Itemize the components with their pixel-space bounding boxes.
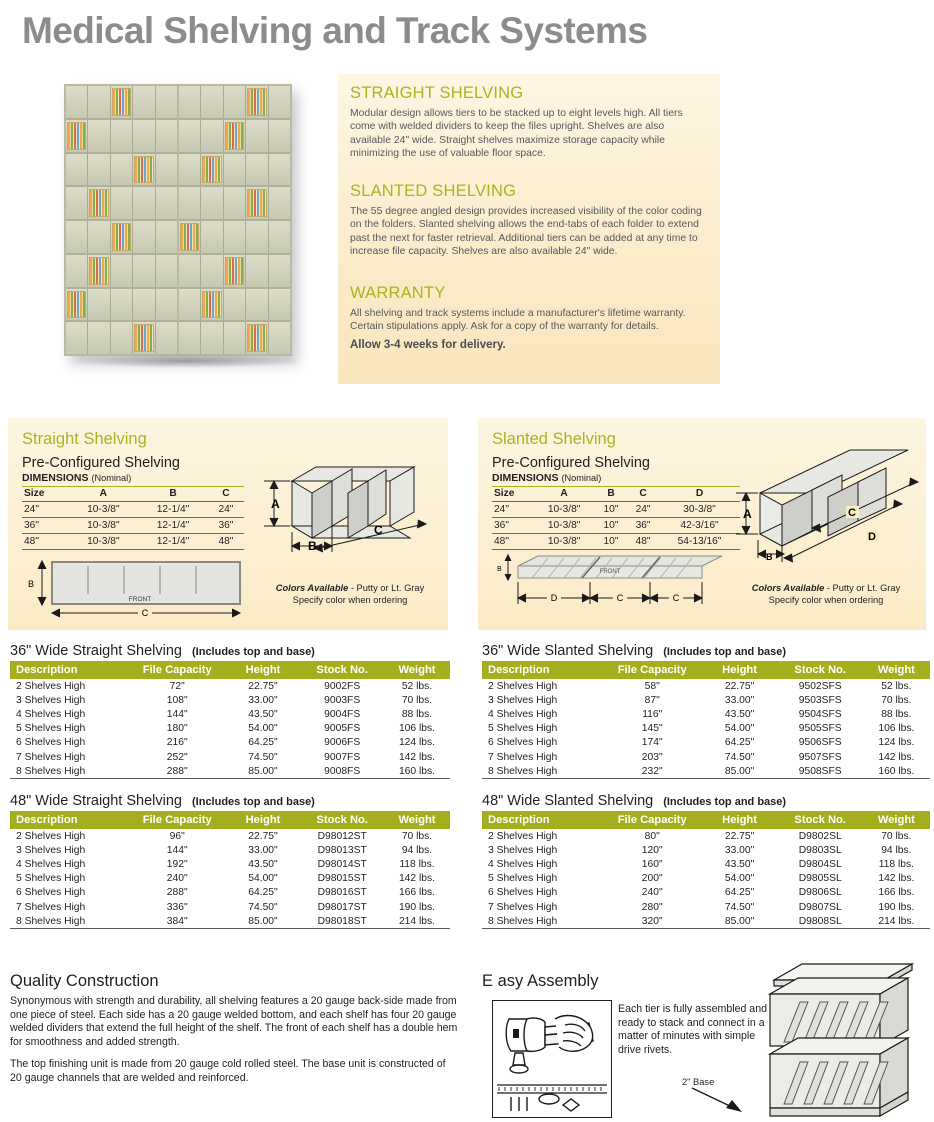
- hero-heading-straight: STRAIGHT SHELVING: [350, 84, 524, 102]
- spec-subtitle-slanted: Pre-Configured Shelving: [492, 455, 650, 471]
- shelf-tier: [179, 221, 290, 255]
- col-file-capacity: File Capacity: [129, 811, 226, 829]
- shelf-tier: [179, 187, 290, 221]
- table-row: 24" 10-3/8" 12-1/4" 24": [22, 502, 244, 518]
- shelf-tier: [66, 120, 177, 154]
- shelf-tier: [179, 322, 290, 354]
- shelf-tier: [179, 86, 290, 120]
- dim-col-size: Size: [492, 487, 533, 502]
- plan-label-c2: C: [672, 593, 680, 603]
- table-row: 4 Shelves High 192" 43.50" D98014ST 118 lbs.: [16, 858, 435, 870]
- photo-drop-shadow: [74, 354, 300, 368]
- shelving-unit-illustration: [64, 84, 292, 356]
- plan-label-d: D: [550, 593, 558, 603]
- col-height: Height: [702, 811, 778, 829]
- table-row: 6 Shelves High 240" 64.25" D9806SL 166 lbs.: [488, 887, 915, 899]
- stacked-tiers-illustration: [744, 958, 934, 1121]
- shelf-tier: [66, 322, 177, 354]
- straight-shelf-isometric-diagram: [256, 456, 442, 574]
- table-caption: 48" Wide Straight Shelving (Includes top and base): [10, 793, 315, 809]
- table-row: 5 Shelves High 145" 54.00" 9505SFS 106 lbs.: [488, 723, 915, 735]
- col-file-capacity: File Capacity: [603, 811, 702, 829]
- shelf-tier: [179, 255, 290, 289]
- table-row: 2 Shelves High 80" 22.75" D9802SL 70 lbs.: [488, 830, 912, 842]
- table-row: 48" 10-3/8" 12-1/4" 48": [22, 534, 244, 550]
- product-table-36-slanted: [482, 643, 930, 779]
- table-row: 2 Shelves High 58" 22.75" 9502SFS 52 lbs.: [488, 680, 912, 692]
- slanted-shelf-isometric-diagram: [730, 448, 922, 576]
- hero-text-panel: [338, 74, 720, 384]
- dim-col-a: A: [69, 487, 139, 502]
- shelf-tier: [66, 289, 177, 323]
- col-height: Height: [226, 811, 301, 829]
- shelving-bay: [66, 86, 179, 354]
- col-description: Description: [482, 661, 603, 679]
- spec-panel-slanted: [478, 418, 926, 630]
- table-row: 3 Shelves High 144" 33.00" D98013ST 94 lbs.: [16, 844, 433, 856]
- dim-col-a: A: [533, 487, 595, 502]
- dimensions-table-slanted: [492, 486, 740, 550]
- col-description: Description: [10, 661, 129, 679]
- shelf-tier: [179, 154, 290, 188]
- product-table-48-slanted: [482, 793, 930, 929]
- base-callout-label: 2" Base: [682, 1077, 715, 1087]
- shelf-tier: [66, 86, 177, 120]
- iso-label-a: A: [271, 497, 280, 511]
- col-file-capacity: File Capacity: [603, 661, 702, 679]
- plan-label-front: FRONT: [128, 596, 152, 603]
- table-row: 3 Shelves High 108" 33.00" 9003FS 70 lbs.: [16, 694, 433, 706]
- dim-col-d: D: [659, 487, 740, 502]
- shelf-tier: [66, 255, 177, 289]
- spec-dimensions-label-slanted: DIMENSIONS (Nominal): [492, 472, 602, 484]
- product-table-36-straight: [10, 643, 450, 779]
- table-row: 6 Shelves High 174" 64.25" 9506SFS 124 lbs.: [488, 737, 915, 749]
- iso-label-b: B: [308, 539, 317, 553]
- shelf-tier: [179, 120, 290, 154]
- col-height: Height: [702, 661, 778, 679]
- easy-assembly-section: [482, 972, 782, 991]
- col-stock-no: Stock No.: [300, 811, 384, 829]
- shelf-tier: [66, 221, 177, 255]
- shelf-tier: [66, 187, 177, 221]
- table-row: 8 Shelves High 320" 85.00" D9808SL 214 lbs.: [482, 914, 930, 929]
- dim-col-size: Size: [22, 487, 69, 502]
- hero-delivery-note: Allow 3-4 weeks for delivery.: [350, 338, 506, 351]
- plan-label-b: B: [497, 566, 502, 573]
- shelving-bay: [179, 86, 290, 354]
- hero-heading-warranty: WARRANTY: [350, 284, 446, 302]
- spec-subtitle-straight: Pre-Configured Shelving: [22, 455, 180, 471]
- hero-section-slanted: [350, 182, 708, 259]
- quality-paragraph-1: Synonymous with strength and durability, all shelving features a 20 gauge back-side made from one piece of steel. Each side has a 20 gauge welded bottom, and each shelf has four 20 gauge welded dividers that extend the full height of the shelf. The front of each shelf has a double hem for smoothness and added strength.: [10, 995, 458, 1048]
- iso-label-a: A: [743, 507, 752, 521]
- col-stock-no: Stock No.: [300, 661, 384, 679]
- col-file-capacity: File Capacity: [129, 661, 226, 679]
- table-row: 4 Shelves High 160" 43.50" D9804SL 118 lbs.: [488, 858, 915, 870]
- table-row: 6 Shelves High 216" 64.25" 9006FS 124 lbs.: [16, 737, 436, 749]
- shelf-tier: [66, 154, 177, 188]
- assembly-heading: E asy Assembly: [482, 972, 599, 990]
- table-caption: 36" Wide Slanted Shelving (Includes top and base): [482, 643, 787, 659]
- straight-shelf-front-view-diagram: [24, 556, 254, 620]
- plan-label-b: B: [28, 579, 35, 589]
- hero-section-warranty: [350, 284, 708, 351]
- plan-label-c1: C: [616, 593, 624, 603]
- shelf-tier: [179, 289, 290, 323]
- table-caption: 36" Wide Straight Shelving (Includes top and base): [10, 643, 315, 659]
- col-height: Height: [226, 661, 301, 679]
- table-row: 6 Shelves High 288" 64.25" D98016ST 166 lbs.: [16, 887, 436, 899]
- dim-col-b: B: [595, 487, 627, 502]
- col-weight: Weight: [863, 811, 930, 829]
- hero-section: [0, 66, 934, 386]
- table-row: 8 Shelves High 288" 85.00" 9008FS 160 lbs.: [10, 764, 450, 779]
- plan-label-c: C: [141, 608, 149, 618]
- table-row: 3 Shelves High 120" 33.00" D9803SL 94 lbs.: [488, 844, 912, 856]
- colors-available-straight: Colors Available - Putty or Lt. Gray Specify color when ordering: [275, 583, 425, 605]
- hero-product-photo: [58, 78, 326, 378]
- iso-label-d: D: [868, 531, 876, 543]
- product-table-48-straight: [10, 793, 450, 929]
- spec-title-slanted: Slanted Shelving: [492, 430, 616, 448]
- base-callout-arrow: [690, 1086, 748, 1114]
- quality-heading: Quality Construction: [10, 972, 159, 990]
- col-stock-no: Stock No.: [778, 811, 863, 829]
- spec-title-straight: Straight Shelving: [22, 430, 147, 448]
- col-description: Description: [10, 811, 129, 829]
- table-row: 7 Shelves High 252" 74.50" 9007FS 142 lbs.: [16, 751, 436, 763]
- col-weight: Weight: [384, 661, 450, 679]
- hammer-rivet-illustration: [492, 1000, 612, 1118]
- table-row: 8 Shelves High 384" 85.00" D98018ST 214 lbs.: [10, 914, 450, 929]
- slanted-shelf-front-view-diagram: [490, 552, 734, 626]
- table-row: 48" 10-3/8" 10" 48" 54-13/16": [492, 534, 740, 550]
- dim-col-b: B: [138, 487, 208, 502]
- dimensions-table-straight: [22, 486, 244, 550]
- hero-section-straight: [350, 84, 708, 161]
- table-row: 2 Shelves High 72" 22.75" 9002FS 52 lbs.: [16, 680, 433, 692]
- table-row: 5 Shelves High 180" 54.00" 9005FS 106 lbs.: [16, 723, 436, 735]
- plan-label-front: FRONT: [599, 569, 621, 575]
- table-row: 8 Shelves High 232" 85.00" 9508SFS 160 lbs.: [482, 764, 930, 779]
- spec-dimensions-label-straight: DIMENSIONS (Nominal): [22, 472, 132, 484]
- hero-body-straight: Modular design allows tiers to be stacked up to eight levels high. All tiers come with welded dividers to keep the files upright. Shelves are also available 24" wide. Straight shelves maximize storage capacity while minimizing the use of valuable floor space.: [350, 108, 683, 160]
- table-row: 24" 10-3/8" 10" 24" 30-3/8": [492, 502, 740, 518]
- table-row: 2 Shelves High 96" 22.75" D98012ST 70 lbs.: [16, 830, 433, 842]
- colors-available-slanted: Colors Available - Putty or Lt. Gray Specify color when ordering: [751, 583, 901, 605]
- page-title: Medical Shelving and Track Systems: [22, 10, 648, 51]
- table-row: 4 Shelves High 144" 43.50" 9004FS 88 lbs.: [16, 708, 433, 720]
- table-row: 36" 10-3/8" 12-1/4" 36": [22, 518, 244, 534]
- col-description: Description: [482, 811, 603, 829]
- quality-construction-section: [10, 972, 460, 1086]
- table-row: 7 Shelves High 336" 74.50" D98017ST 190 lbs.: [16, 901, 436, 913]
- table-row: 3 Shelves High 87" 33.00" 9503SFS 70 lbs.: [488, 694, 912, 706]
- spec-panel-straight: [8, 418, 448, 630]
- iso-label-b: B: [766, 552, 773, 562]
- dim-col-c: C: [627, 487, 659, 502]
- table-row: 7 Shelves High 203" 74.50" 9507SFS 142 lbs.: [488, 751, 915, 763]
- iso-label-c: C: [374, 523, 383, 537]
- assembly-body-text: Each tier is fully assembled and ready to stack and connect in a matter of minutes with simple drive rivets.: [618, 1003, 767, 1056]
- col-weight: Weight: [384, 811, 450, 829]
- table-row: 36" 10-3/8" 10" 36" 42-3/16": [492, 518, 740, 534]
- quality-paragraph-2: The top finishing unit is made from 20 gauge cold rolled steel. The base unit is constructed of 20 gauge channels that are welded and reinforced.: [10, 1058, 446, 1084]
- dim-col-c: C: [208, 487, 244, 502]
- table-caption: 48" Wide Slanted Shelving (Includes top and base): [482, 793, 787, 809]
- table-row: 7 Shelves High 280" 74.50" D9807SL 190 lbs.: [488, 901, 915, 913]
- col-stock-no: Stock No.: [778, 661, 863, 679]
- iso-label-c: C: [848, 507, 856, 519]
- table-row: 5 Shelves High 240" 54.00" D98015ST 142 lbs.: [16, 873, 436, 885]
- table-row: 5 Shelves High 200" 54.00" D9805SL 142 lbs.: [488, 873, 915, 885]
- table-row: 4 Shelves High 116" 43.50" 9504SFS 88 lbs.: [488, 708, 912, 720]
- hero-body-slanted: The 55 degree angled design provides increased visibility of the color coding on the folders. Slanted shelving allows the end-tabs of each folder to extend past the next for faster retrieval. Additional tiers can be added at any time to increase file capacity. Shelves are also available 24" wide.: [350, 206, 702, 258]
- col-weight: Weight: [863, 661, 930, 679]
- hero-heading-slanted: SLANTED SHELVING: [350, 182, 517, 200]
- hero-body-warranty: All shelving and track systems include a manufacturer's lifetime warranty. Certain stipulations apply. Ask for a copy of the warranty for details.: [350, 308, 686, 333]
